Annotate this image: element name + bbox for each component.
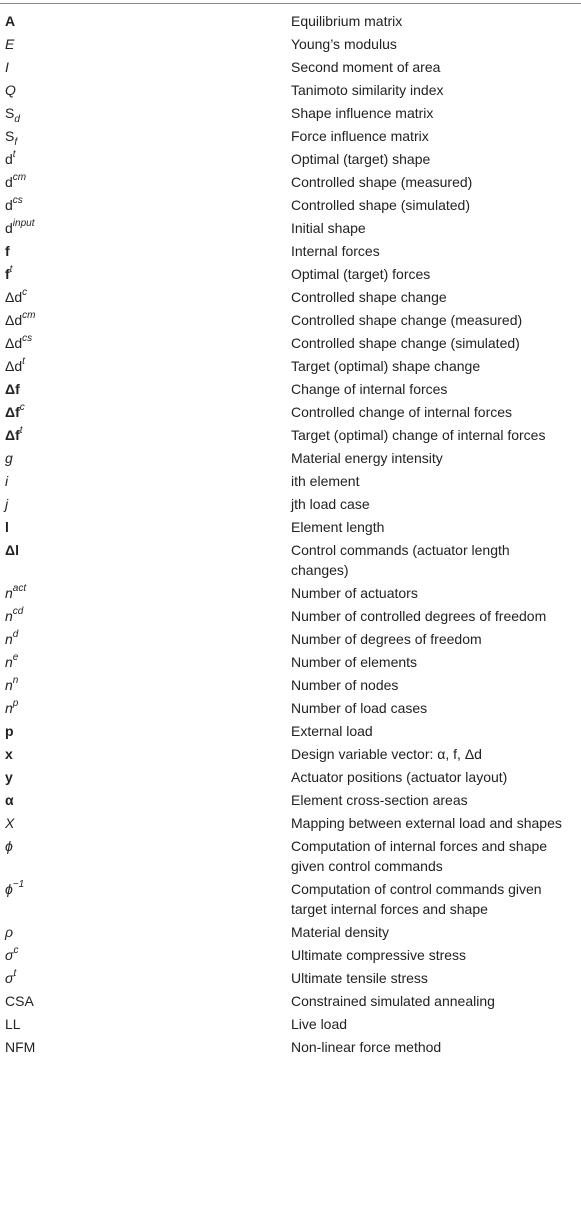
symbol: $\Delta d^t$: [5, 356, 25, 374]
description: Non-linear force method: [291, 1039, 442, 1055]
table-row: [0, 787, 581, 810]
description: Shape influence matrix: [291, 105, 434, 121]
description: ith element: [291, 473, 360, 489]
table-row: [0, 169, 581, 192]
description: Number of degrees of freedom: [291, 631, 482, 647]
description: Element length: [291, 519, 385, 535]
description: Young’s modulus: [291, 36, 397, 52]
description: Optimal (target) shape: [291, 151, 431, 167]
description: Target (optimal) change of internal forces: [291, 427, 546, 443]
table-row: [0, 718, 581, 741]
table-row: [0, 123, 581, 146]
description: Controlled change of internal forces: [291, 404, 513, 420]
symbol: $S_f$: [5, 128, 18, 148]
description: Optimal (target) forces: [291, 266, 431, 282]
table-row: [0, 810, 581, 833]
symbol: Δl: [5, 542, 19, 558]
table-row: [0, 422, 581, 445]
description: Ultimate tensile stress: [291, 970, 428, 986]
table-row: [0, 514, 581, 537]
symbol: X: [5, 815, 15, 831]
table-row: [0, 468, 581, 491]
symbol: $S_d$: [5, 105, 20, 125]
description: Mapping between external load and shapes: [291, 815, 562, 831]
table-row: [0, 353, 581, 376]
description: Initial shape: [291, 220, 366, 236]
description: Change of internal forces: [291, 381, 448, 397]
description: Control commands (actuator length changes): [291, 542, 510, 578]
description: Number of actuators: [291, 585, 418, 601]
symbol: $n^{cd}$: [5, 606, 24, 624]
symbol: $d^{cs}$: [5, 195, 23, 213]
symbol: g: [5, 450, 13, 466]
table-row: [0, 741, 581, 764]
symbol: x: [5, 746, 13, 762]
description: Actuator positions (actuator layout): [291, 769, 508, 785]
table-row: [0, 8, 581, 31]
description: Controlled shape (simulated): [291, 197, 470, 213]
description: Tanimoto similarity index: [291, 82, 444, 98]
table-row: [0, 376, 581, 399]
symbol: $\phi^{-1}$: [5, 879, 25, 897]
description: Controlled shape change (measured): [291, 312, 523, 328]
symbol: E: [5, 36, 15, 52]
symbol: $\Delta d^{cm}$: [5, 310, 36, 328]
table-row: [0, 31, 581, 54]
symbol: f: [5, 243, 10, 259]
table-row: [0, 1034, 581, 1057]
table-row: [0, 603, 581, 626]
table-row: [0, 965, 581, 988]
table-row: [0, 330, 581, 353]
table-row: [0, 238, 581, 261]
symbol: Q: [5, 82, 16, 98]
symbol: $d^{cm}$: [5, 172, 27, 190]
table-row: [0, 942, 581, 965]
description: Ultimate compressive stress: [291, 947, 467, 963]
description: Controlled shape change (simulated): [291, 335, 520, 351]
table-row: [0, 580, 581, 603]
table-row: [0, 100, 581, 123]
description: Live load: [291, 1016, 348, 1032]
symbol: $\sigma^t$: [5, 968, 17, 986]
description: Material density: [291, 924, 390, 940]
description: Number of nodes: [291, 677, 399, 693]
table-row: [0, 192, 581, 215]
symbol: $\Delta d^{cs}$: [5, 333, 33, 351]
table-row: [0, 146, 581, 169]
table-row: [0, 988, 581, 1011]
description: Element cross-section areas: [291, 792, 468, 808]
table-row: [0, 764, 581, 787]
symbol: y: [5, 769, 13, 785]
symbol: $n^n$: [5, 675, 19, 693]
description: Number of elements: [291, 654, 418, 670]
symbol: ϕ: [5, 838, 13, 854]
table-row: [0, 215, 581, 238]
symbol: $d^{input}$: [5, 218, 35, 236]
nomenclature-table: [0, 8, 581, 1057]
description: Computation of internal forces and shape given control commands: [291, 838, 548, 874]
symbol: LL: [5, 1016, 21, 1032]
table-row: [0, 695, 581, 718]
description: Design variable vector: α, f, Δd: [291, 746, 482, 762]
symbol: j: [5, 496, 9, 512]
table-top-rule: [0, 3, 581, 4]
description: Second moment of area: [291, 59, 441, 75]
description: External load: [291, 723, 373, 739]
table-row: [0, 284, 581, 307]
symbol: $\Delta d^c$: [5, 287, 28, 305]
description: Internal forces: [291, 243, 380, 259]
table-row: [0, 919, 581, 942]
description: Controlled shape change: [291, 289, 447, 305]
table-row: [0, 626, 581, 649]
description: Number of controlled degrees of freedom: [291, 608, 547, 624]
symbol: ρ: [5, 924, 14, 940]
symbol: p: [5, 723, 14, 739]
table-row: [0, 1011, 581, 1034]
table-row: [0, 649, 581, 672]
description: jth load case: [291, 496, 370, 512]
table-row: [0, 261, 581, 284]
symbol: $\Delta f^c$: [5, 402, 25, 420]
description: Computation of control commands given target internal forces and shape: [291, 881, 542, 917]
description: Target (optimal) shape change: [291, 358, 481, 374]
description: Equilibrium matrix: [291, 13, 403, 29]
description: Constrained simulated annealing: [291, 993, 495, 1009]
symbol: $n^{act}$: [5, 583, 27, 601]
symbol: $\Delta f^t$: [5, 425, 23, 443]
description: Controlled shape (measured): [291, 174, 473, 190]
symbol: i: [5, 473, 9, 489]
symbol: $n^d$: [5, 629, 19, 647]
table-row: [0, 399, 581, 422]
table-row: [0, 833, 581, 876]
table-row: [0, 876, 581, 919]
symbol: I: [5, 59, 9, 75]
symbol: $n^e$: [5, 652, 19, 670]
table-row: [0, 491, 581, 514]
symbol: NFM: [5, 1039, 36, 1055]
symbol: $n^p$: [5, 698, 19, 716]
symbol: l: [5, 519, 9, 535]
table-row: [0, 307, 581, 330]
symbol: A: [5, 13, 16, 29]
description: Force influence matrix: [291, 128, 429, 144]
symbol: $d^t$: [5, 149, 16, 167]
table-row: [0, 54, 581, 77]
description: Number of load cases: [291, 700, 428, 716]
symbol: CSA: [5, 993, 34, 1009]
table-row: [0, 77, 581, 100]
table-row: [0, 537, 581, 580]
table-row: [0, 672, 581, 695]
description: Material energy intensity: [291, 450, 443, 466]
symbol: $\sigma^c$: [5, 945, 19, 963]
symbol: $f^t$: [5, 264, 13, 282]
table-row: [0, 445, 581, 468]
symbol: α: [5, 792, 14, 808]
symbol: Δf: [5, 381, 20, 397]
